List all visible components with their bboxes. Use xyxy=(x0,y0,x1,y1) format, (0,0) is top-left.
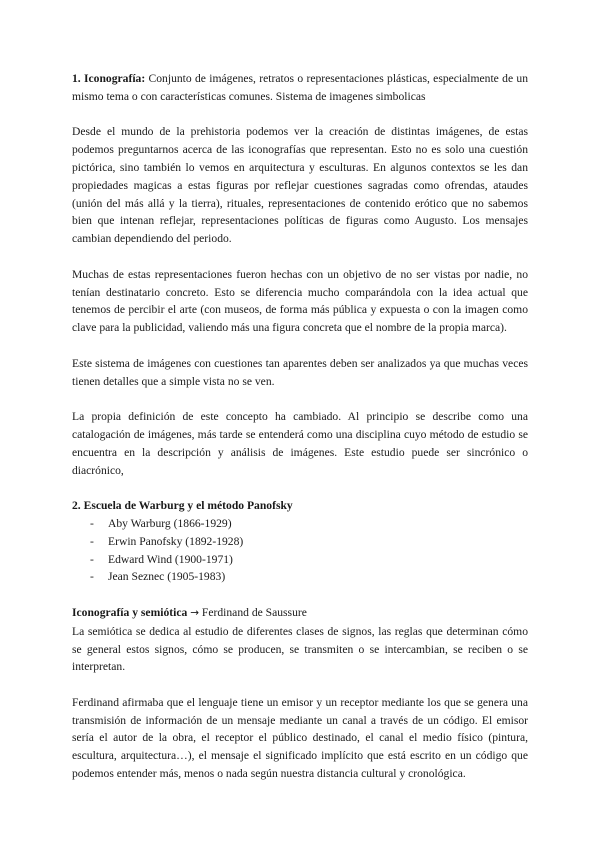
author-name: Jean Seznec (1905-1983) xyxy=(108,570,226,584)
section1-intro xyxy=(72,70,528,106)
section1-heading: 1. Iconografía: xyxy=(72,72,146,85)
author-name: Aby Warburg (1866-1929) xyxy=(108,516,232,530)
paragraph: Desde el mundo de la prehistoria podemos ver la creación de distintas imágenes, de estas podemos preguntarnos acerca de las iconografías que representan. Esto no es solo una cuestión pictórica, sino también lo vemos en arquitectura y esculturas. En algunos contextos se les dan propiedades magicas a estas figuras por reflejar cuestiones sagradas como ofrendas, ataudes (unión del más allá y la tierra), rituales, representaciones de contenido erótico que no sabemos bien que intenan reflejar, representaciones políticas de figuras como Augusto. Los mensajes cambian dependiendo del periodo. xyxy=(72,125,528,246)
section1-definition: Conjunto de imágenes, retratos o representaciones plásticas, especialmente de un mismo tema o con características comunes. Sistema de imagenes simbolicas xyxy=(72,72,529,103)
subsection-reference: Ferdinand de Saussure xyxy=(201,605,307,619)
spacer xyxy=(72,248,528,266)
spacer xyxy=(72,106,528,124)
list-marker: - xyxy=(90,534,94,548)
list-item xyxy=(90,533,528,551)
list-marker: - xyxy=(90,552,94,566)
paragraph: La semiótica se dedica al estudio de diferentes clases de signos, las reglas que determinan cómo se general estos signos, cómo se producen, se transmiten o se intercambian, se reciben o se interpretan. xyxy=(72,624,528,674)
list-item xyxy=(90,515,528,533)
subsection-heading: Iconografía y semiótica xyxy=(72,605,188,619)
spacer xyxy=(72,390,528,408)
paragraph: Ferdinand afirmaba que el lenguaje tiene un emisor y un receptor mediante los que se genera una transmisión de información de un mensaje mediante un canal a través de un código. El emisor sería el autor de la obra, el receptor el público destinado, el canal el medio físico (pintura, escultura, arquitectura…), el mensaje el significado implícito que está escrito en un código que podemos entender más, menos o nada según nuestra distancia cultural y cronológica. xyxy=(72,695,528,781)
paragraph: La propia definición de este concepto ha cambiado. Al principio se describe como una catalogación de imágenes, más tarde se entenderá como una disciplina cuyo método de estudio se encuentra en la descripción y análisis de imágenes. Este estudio puede ser sincrónico o diacrónico, xyxy=(72,410,528,477)
paragraph: Este sistema de imágenes con cuestiones tan aparentes deben ser analizados ya que muchas veces tienen detalles que a simple vista no se ven. xyxy=(72,356,528,388)
right-arrow-icon: → xyxy=(190,606,199,619)
subsection-heading-line xyxy=(72,604,528,623)
spacer xyxy=(72,676,528,694)
list-marker: - xyxy=(90,516,94,530)
list-marker: - xyxy=(90,570,94,584)
section2-heading: 2. Escuela de Warburg y el método Panofsky xyxy=(72,499,293,513)
author-name: Edward Wind (1900-1971) xyxy=(108,552,233,566)
spacer xyxy=(72,337,528,355)
author-name: Erwin Panofsky (1892-1928) xyxy=(108,534,244,548)
author-list xyxy=(72,515,528,586)
paragraph: Muchas de estas representaciones fueron hechas con un objetivo de no ser vistas por nadie, no tenían destinatario concreto. Esto se diferencia mucho comparándola con la idea actual que tenemos de percibir el arte (con museos, de forma más pública y expuesta o con la imagen como clave para la publicidad, valiendo más una figura concreta que el nombre de la propia marca). xyxy=(72,267,528,335)
spacer xyxy=(72,479,528,497)
list-item xyxy=(90,568,528,586)
list-item xyxy=(90,551,528,569)
spacer xyxy=(72,586,528,604)
